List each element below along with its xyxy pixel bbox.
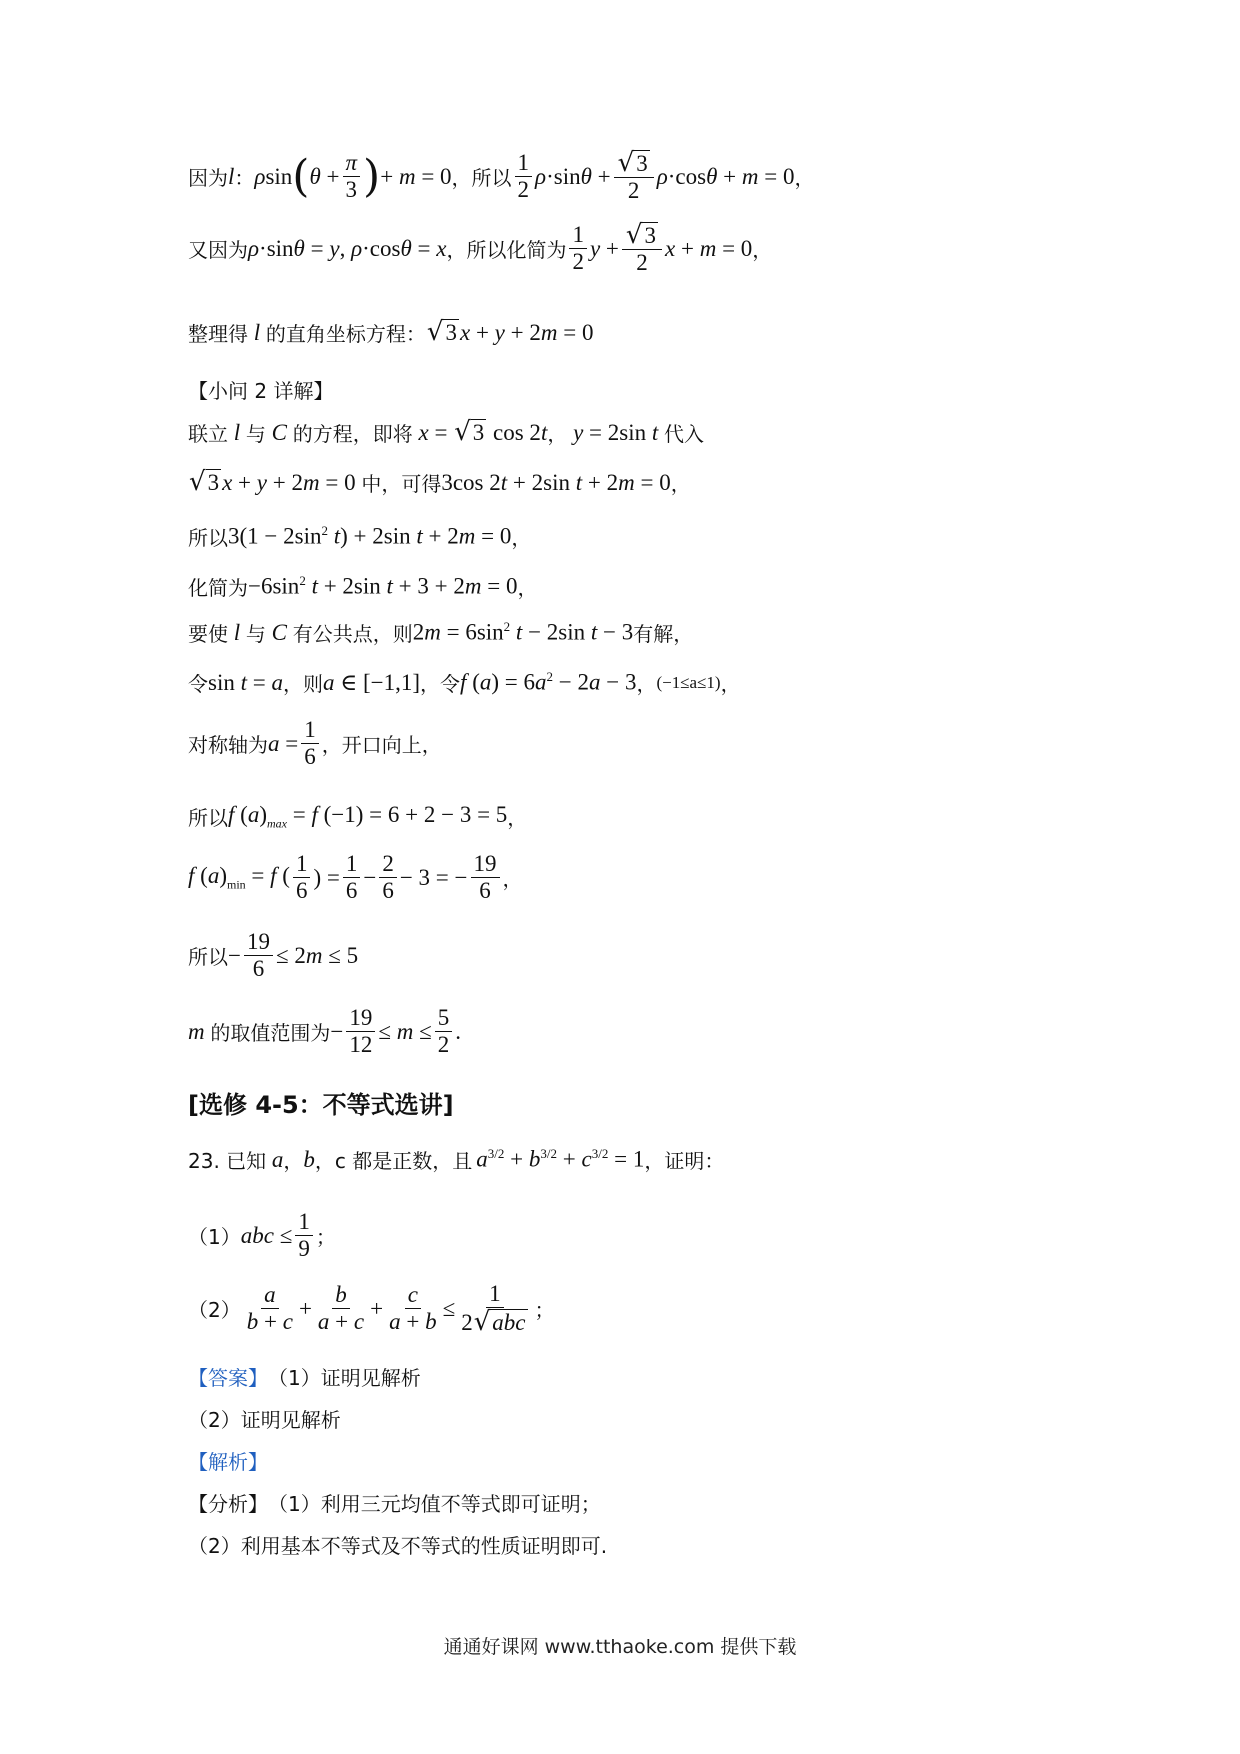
line-3: 整理得 l 的直角坐标方程： √ 3 x + y + 2m = 0 xyxy=(188,317,594,348)
line-11: 对称轴为 a = $\frac{1}{6}$ ，开口向上， xyxy=(188,717,442,770)
answer-line-1: 【答案】 （1）证明见解析 xyxy=(188,1362,421,1391)
line-12: 所以 f $(a)_{max} = f$ (−1) = 6 + 2 − 3 = 5 ， xyxy=(188,802,528,831)
line-1: 因为 l ： ρsin ( θ + $\frac{\pi}{3}$ ) + m = 0 ，所以 $\frac{1}{2}$ ρ·sinθ + √ 3 2 ρ·cosθ + m = 0 ， xyxy=(188,148,815,204)
line-13: f $(a)_{min} = f$ ( $\frac{1}{6}$ ) = $\frac{1}{6}$ − $\frac{2}{6}$ − 3 = − $\frac{19}{6}$ ， xyxy=(188,851,523,904)
section-title: [选修 4-5：不等式选讲] xyxy=(188,1091,454,1119)
answer-label: 【答案】 xyxy=(188,1366,268,1390)
line-10: 令 sin t = a ，则 a ∈ [−1,1] ，令 f $(a) = 6a^2 - 2a - 3$ ， (−1≤a≤1) ， xyxy=(188,669,741,696)
formula-polar-l: ρsin xyxy=(254,163,293,189)
fenxi-line-1: 【分析】 （1）利用三元均值不等式即可证明； xyxy=(188,1492,601,1516)
analysis-label: 【解析】 xyxy=(188,1450,268,1474)
problem-23-stem: 23. 已知 a ， b ，c 都是正数，且 $a^{3/2} + b^{3/2} + c^{3/2} = 1$ ，证明： xyxy=(188,1146,725,1173)
line-2: 又因为 ρ·sinθ = y, ρ·cosθ = x ，所以化简为 $\frac{1}{2}$ y + √ 3 2 x + m = 0 ， xyxy=(188,220,773,276)
line-5: 联立 l 与 C 的方程，即将 x = √ 3 cos 2t ， y = 2sin t 代入 xyxy=(188,417,704,448)
fenxi-line-2: （2）利用基本不等式及不等式的性质证明即可. xyxy=(188,1534,608,1558)
line-7: 所以 $3(1 - 2\sin^2$ t) + 2sin t + 2m = 0 ， xyxy=(188,523,532,550)
line-8: 化简为 $-6\sin^2$ t + 2sin t + 3 + 2m = 0 ， xyxy=(188,573,538,600)
line-14: 所以 − $\frac{19}{6}$ ≤ 2m ≤ 5 xyxy=(188,929,359,982)
line-15: m 的取值范围为 − $\frac{19}{12}$ ≤ m ≤ $\frac{5}{2}$ . xyxy=(188,1005,461,1058)
answer-line-2: （2）证明见解析 xyxy=(188,1408,341,1432)
problem-23-part-2: （2） $\frac{a}{b + c}$ + $\frac{b}{a + c}$ + $\frac{c}{a + b}$ ≤ 1 2 √ abc ； xyxy=(188,1281,555,1338)
problem-23-part-1: （1） abc ≤ $\frac{1}{9}$ ； xyxy=(188,1209,336,1262)
subtitle-part-2: 【小问 2 详解】 xyxy=(188,379,334,403)
line-9: 要使 l 与 C 有公共点，则 $2m = 6\sin^2$ t − 2sin t − 3 有解， xyxy=(188,619,694,646)
page-footer: 通通好课网 www.tthaoke.com 提供下载 xyxy=(443,1636,797,1658)
line-6: √ 3 x + y + 2m = 0 中，可得 3cos 2t + 2sin t + 2m = 0 ， xyxy=(189,467,691,498)
